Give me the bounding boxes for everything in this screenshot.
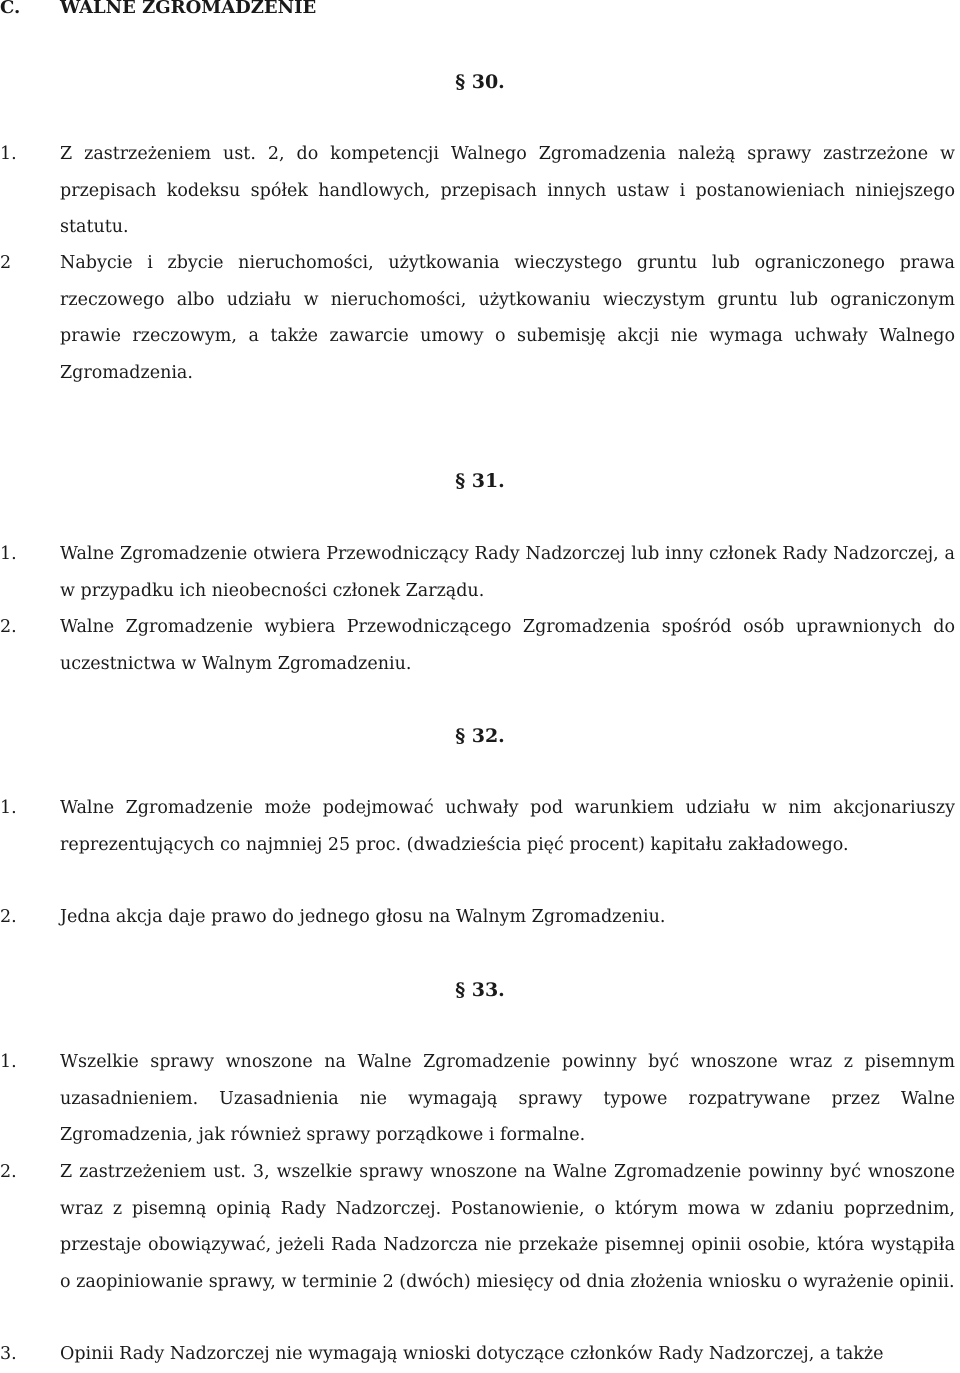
s32-item-2-text: Jedna akcja daje prawo do jednego głosu na Walnym Zgromadzeniu. bbox=[60, 907, 666, 927]
s31-item-1-number: 1. bbox=[0, 544, 17, 564]
s33-item-3-text: Opinii Rady Nadzorczej nie wymagają wnioski dotyczące członków Rady Nadzorczej, a także bbox=[60, 1344, 884, 1364]
chapter-letter: C. bbox=[0, 0, 21, 18]
section-30-title: § 30. bbox=[455, 71, 505, 93]
s30-item-2-number: 2 bbox=[0, 253, 12, 273]
chapter-title: WALNE ZGROMADZENIE bbox=[60, 0, 317, 18]
s33-item-2-text: Z zastrzeżeniem ust. 3, wszelkie sprawy wnoszone na Walne Zgromadzenie powinny być wnoszone wraz z pisemną opinią Rady Nadzorczej. Postanowienie, o którym mowa w zdaniu poprzednim, przestaje obowiązywać, jeżeli Rada Nadzorcza nie przekaże pisemnej opinii osobie, która wystąpiła o zaopiniowanie sprawy, w terminie 2 (dwóch) miesięcy od dnia złożenia wniosku o wyrażenie opinii. bbox=[60, 1162, 955, 1292]
section-31-title: § 31. bbox=[455, 470, 505, 492]
section-33-title: § 33. bbox=[455, 979, 505, 1001]
s31-item-1-text: Walne Zgromadzenie otwiera Przewodniczący Rady Nadzorczej lub inny członek Rady Nadzorczej, a w przypadku ich nieobecności członek Zarządu. bbox=[60, 544, 955, 601]
s33-item-1-text: Wszelkie sprawy wnoszone na Walne Zgromadzenie powinny być wnoszone wraz z pisemnym uzasadnieniem. Uzasadnienia nie wymagają sprawy typowe rozpatrywane przez Walne Zgromadzenia, jak również sprawy porządkowe i formalne. bbox=[60, 1052, 955, 1145]
s31-item-2-text: Walne Zgromadzenie wybiera Przewodniczącego Zgromadzenia spośród osób uprawnionych do uczestnictwa w Walnym Zgromadzeniu. bbox=[60, 617, 955, 674]
s33-item-1-number: 1. bbox=[0, 1052, 17, 1072]
s33-item-2-number: 2. bbox=[0, 1162, 17, 1182]
s30-item-2-text: Nabycie i zbycie nieruchomości, użytkowania wieczystego gruntu lub ograniczonego prawa rzeczowego albo udziału w nieruchomości, użytkowaniu wieczystym gruntu lub ograniczonym prawie rzeczowym, a także zawarcie umowy o subemisję akcji nie wymaga uchwały Walnego Zgromadzenia. bbox=[60, 253, 955, 383]
s30-item-1-number: 1. bbox=[0, 144, 17, 164]
section-32-title: § 32. bbox=[455, 725, 505, 747]
s32-item-1-text: Walne Zgromadzenie może podejmować uchwały pod warunkiem udziału w nim akcjonariuszy reprezentujących co najmniej 25 proc. (dwadzieścia pięć procent) kapitału zakładowego. bbox=[60, 798, 955, 855]
s32-item-1-number: 1. bbox=[0, 798, 17, 818]
s33-item-3-number: 3. bbox=[0, 1344, 17, 1364]
chapter-heading bbox=[0, 0, 316, 22]
s30-item-1-text: Z zastrzeżeniem ust. 2, do kompetencji Walnego Zgromadzenia należą sprawy zastrzeżone w przepisach kodeksu spółek handlowych, przepisach innych ustaw i postanowieniach niniejszego statutu. bbox=[60, 144, 955, 237]
s31-item-2-number: 2. bbox=[0, 617, 17, 637]
s32-item-2-number: 2. bbox=[0, 907, 17, 927]
